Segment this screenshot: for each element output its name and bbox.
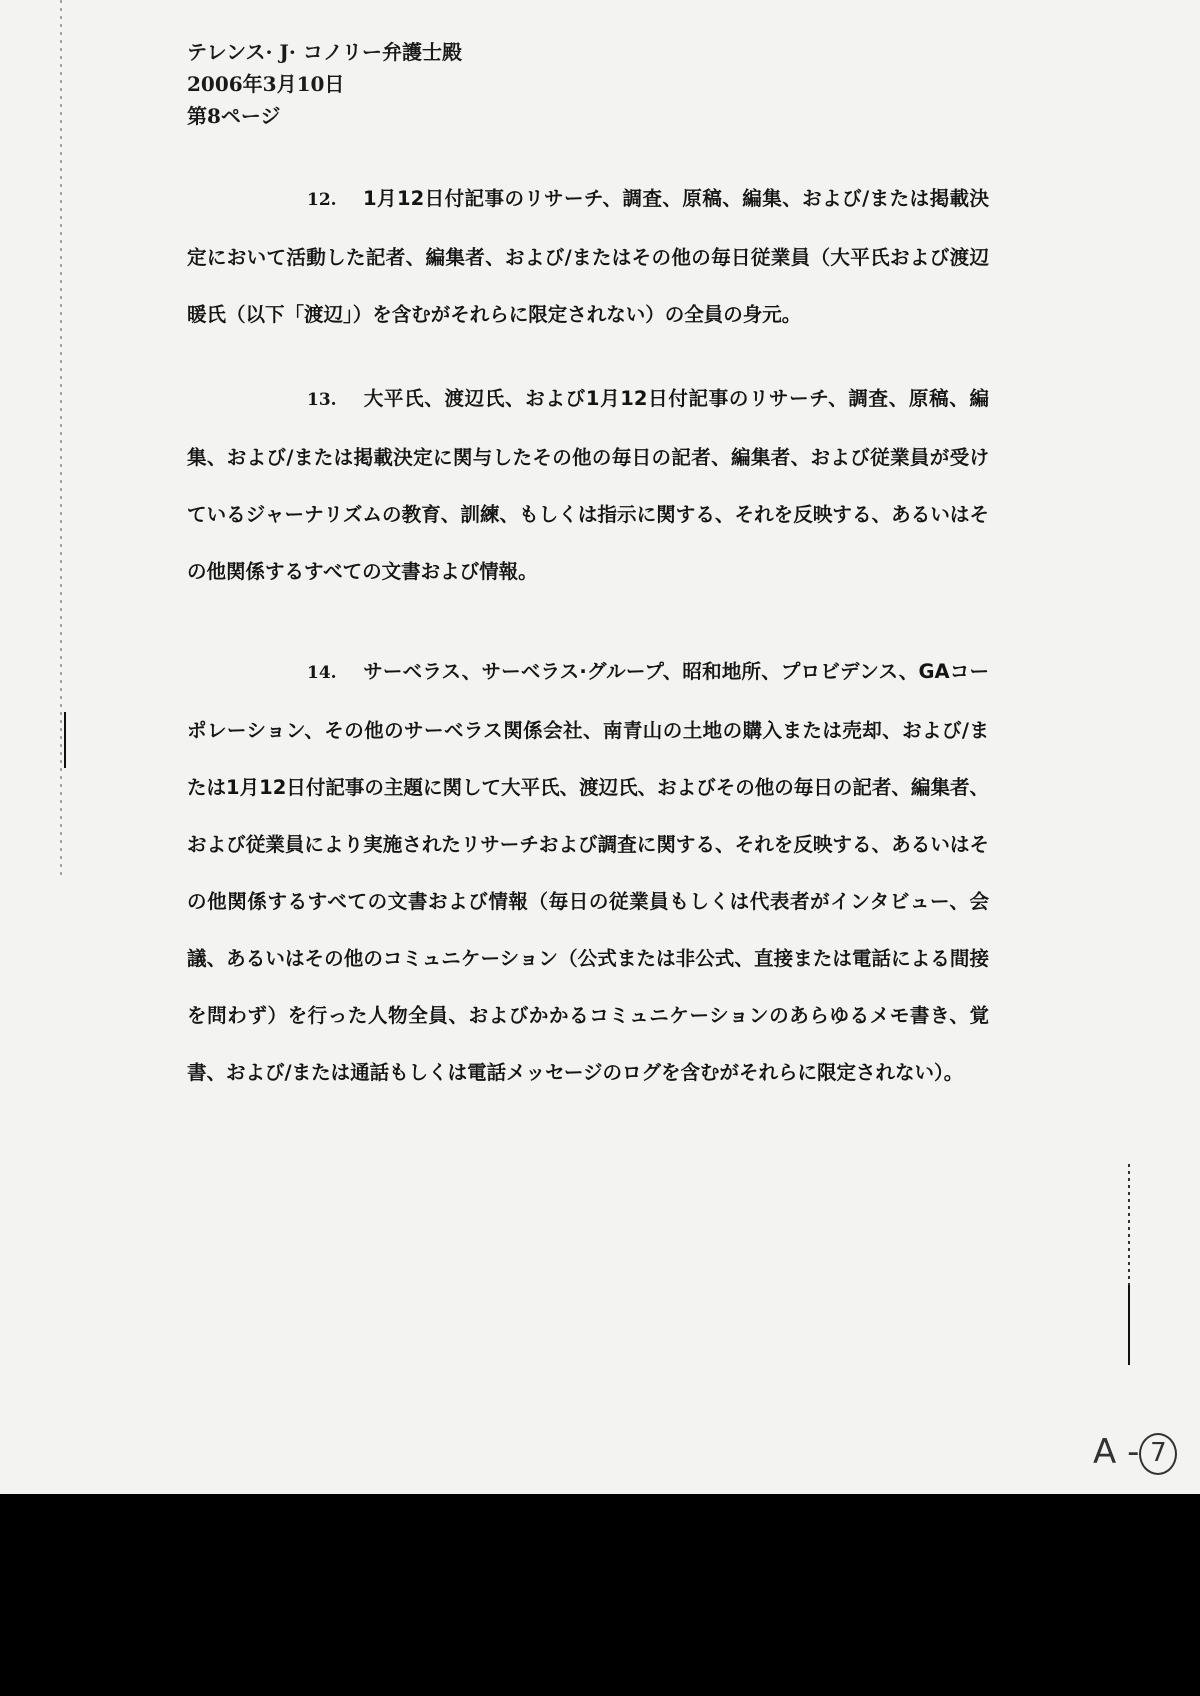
paragraph-13: [187, 370, 989, 600]
page-number: 第8ページ: [187, 104, 281, 128]
scan-edge-mark: [64, 712, 66, 768]
paragraph-text: 大平氏、渡辺氏、および1月12日付記事のリサーチ、調査、原稿、編集、および/または掲載決定に関与したその他の毎日の記者、編集者、および従業員が受けているジャーナリズムの教育、訓練、もしくは指示に関する、それを反映する、あるいはその他関係するすべての文書および情報。: [187, 387, 989, 583]
paragraph-number: 13.: [307, 390, 337, 410]
paragraph-text: サーベラス、サーベラス·グループ、昭和地所、プロビデンス、GAコーポレーション、その他のサーベラス関係会社、南青山の土地の購入または売却、および/または1月12日付記事の主題に関して大平氏、渡辺氏、およびその他の毎日の記者、編集者、および従業員により実施されたリサーチおよび調査に関する、それを反映する、あるいはその他関係するすべての文書および情報（毎日の従業員もしくは代表者がインタビュー、会議、あるいはその他のコミュニケーション（公式または非公式、直接または電話による間接を問わず）を行った人物全員、およびかかるコミュニケーションのあらゆるメモ書き、覚書、および/または通話もしくは電話メッセージのログを含むがそれらに限定されない）。: [187, 660, 989, 1084]
scanner-black-band: [0, 1494, 1200, 1696]
paragraph-14: [187, 643, 989, 1101]
paragraph-12: [187, 170, 989, 343]
exhibit-number: 7: [1139, 1433, 1177, 1475]
exhibit-prefix: A -: [1093, 1432, 1140, 1472]
paragraph-number: 12.: [307, 190, 337, 210]
scan-edge-right-mark: [1128, 1285, 1130, 1365]
scan-edge-left: [60, 0, 62, 880]
addressee: テレンス· J· コノリー弁護士殿: [187, 40, 463, 64]
letter-header: [187, 36, 462, 132]
letter-date: 2006年3月10日: [187, 72, 345, 96]
exhibit-mark: [1093, 1432, 1177, 1475]
paragraph-number: 14.: [307, 663, 337, 683]
paragraph-text: 1月12日付記事のリサーチ、調査、原稿、編集、および/または掲載決定において活動した記者、編集者、および/またはその他の毎日従業員（大平氏および渡辺暖氏（以下「渡辺」）を含むがそれらに限定されない）の全員の身元。: [187, 187, 989, 326]
